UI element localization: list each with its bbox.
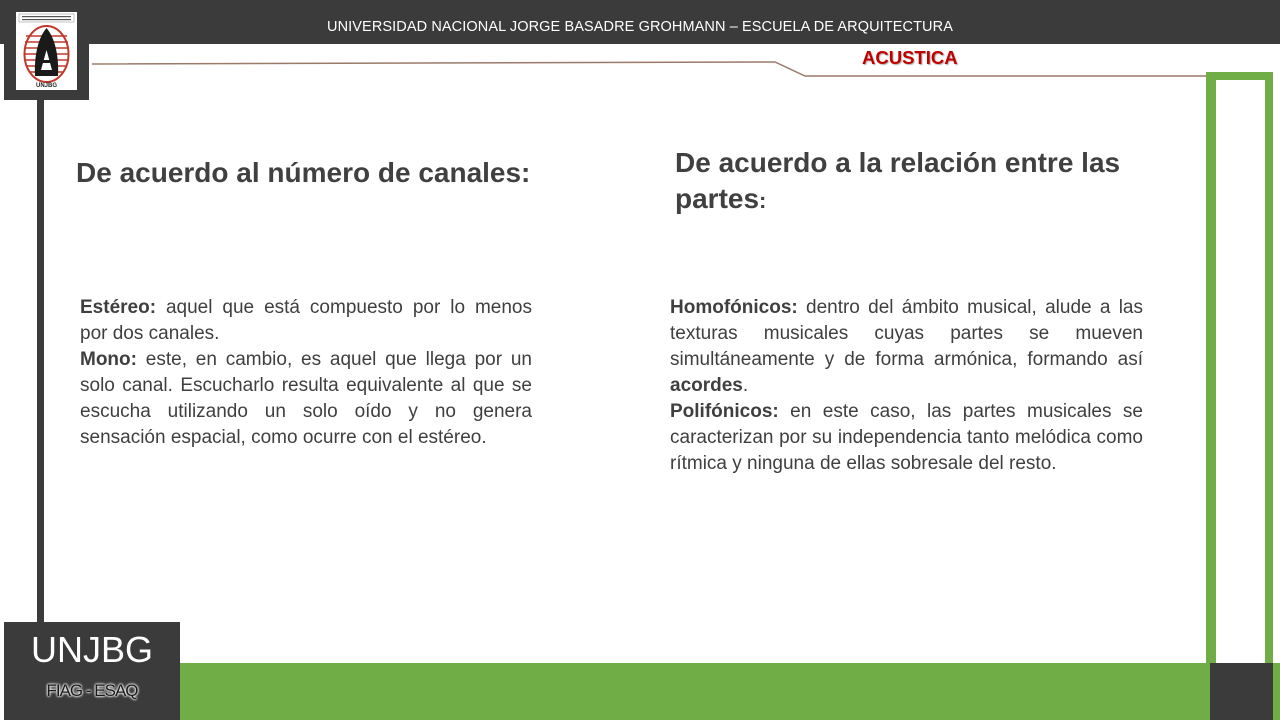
homophonic-end: . [742,375,749,396]
bottom-right-block [1210,663,1273,720]
polyphonic-definition [670,399,1143,477]
mono-definition [80,347,532,451]
right-heading [675,145,1155,219]
university-logo [4,2,89,100]
mono-term: Mono: [80,349,137,370]
homophonic-text: dentro del ámbito musical, alude a las texturas musicales cuyas partes se mueven simultáneamente y de forma armónica, formando así [670,297,1143,370]
left-heading: De acuerdo al número de canales: [76,157,531,188]
left-paragraph [80,295,532,451]
polyphonic-term: Polifónicos: [670,401,779,422]
right-paragraph [670,295,1143,477]
logo-emblem-icon [16,12,77,90]
polyphonic-text: en este caso, las partes musicales se caracterizan por su independencia tanto melódica como rítmica y ninguna de ellas sobresale del resto. [670,401,1143,474]
left-vertical-rule [37,100,44,625]
stereo-text: aquel que está compuesto por lo menos por dos canales. [80,297,532,344]
homophonic-emphasis: acordes [670,375,743,396]
right-frame-right [1265,72,1273,672]
footer-subtitle: FIAG - ESAQ [46,681,138,700]
bottom-green-bar [180,663,1280,720]
institution-title: UNIVERSIDAD NACIONAL JORGE BASADRE GROHMANN – ESCUELA DE ARQUITECTURA [327,19,953,35]
mono-text: este, en cambio, es aquel que llega por un solo canal. Escucharlo resulta equivalente al que se escucha utilizando un solo oído y no genera sensación espacial, como ocurre con el estéreo. [80,349,532,448]
right-frame-left [1206,72,1216,672]
footer-badge [4,622,180,720]
stereo-definition [80,295,532,347]
stereo-term: Estéreo: [80,297,157,318]
header-rule [0,0,1280,100]
logo-shield [16,12,77,90]
right-heading-colon: : [759,188,767,213]
logo-caption: UNJBG [35,83,58,89]
right-heading-text: De acuerdo a la relación entre las partes [675,147,1121,214]
homophonic-definition [670,295,1143,399]
footer-title: UNJBG [30,629,153,670]
right-frame-top [1206,72,1273,80]
subject-title: ACUSTICA [862,47,958,68]
homophonic-term: Homofónicos: [670,297,798,318]
